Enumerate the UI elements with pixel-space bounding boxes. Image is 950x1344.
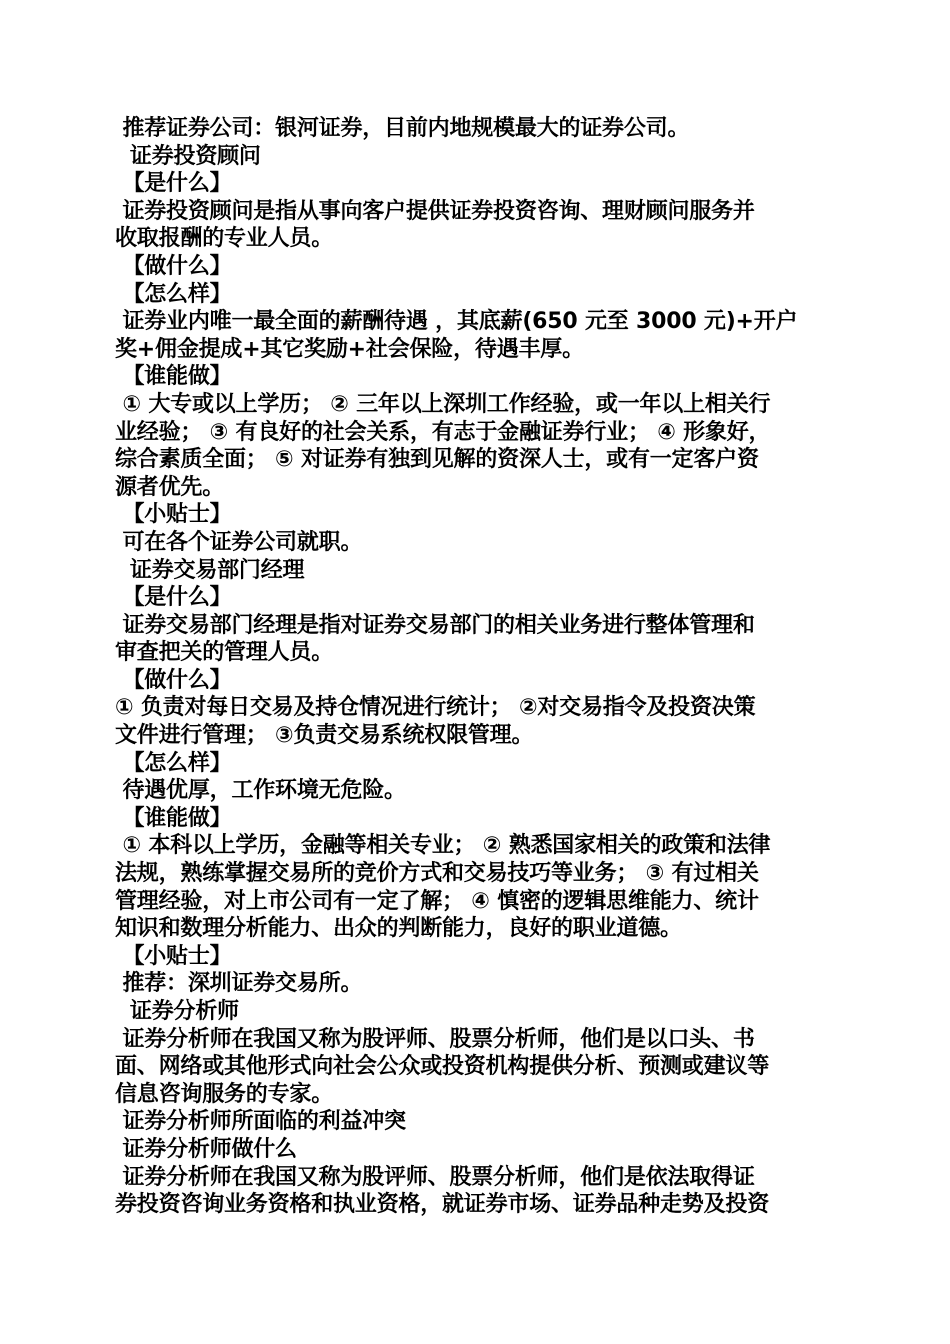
text-line: 文件进行管理； ③负责交易系统权限管理。 — [115, 723, 534, 749]
text-line: 证券分析师所面临的利益冲突 — [115, 1109, 406, 1135]
text-line: 奖+佣金提成+其它奖励+社会保险，待遇丰厚。 — [115, 336, 584, 362]
subsection-label: 【怎么样】 — [115, 281, 232, 307]
section-heading: 证券交易部门经理 — [115, 557, 305, 583]
text-line: 面、网络或其他形式向社会公众或投资机构提供分析、预测或建议等 — [115, 1054, 770, 1080]
subsection-label: 【做什么】 — [115, 253, 232, 279]
text-line: 推荐：深圳证券交易所。 — [115, 971, 363, 997]
text-line: 收取报酬的专业人员。 — [115, 226, 334, 252]
text-line: 推荐证券公司：银河证券，目前内地规模最大的证券公司。 — [115, 116, 690, 141]
text-line: 源者优先。 — [115, 474, 225, 500]
text-line: 证券交易部门经理是指对证券交易部门的相关业务进行整体管理和 — [115, 612, 755, 638]
subsection-label: 【是什么】 — [115, 585, 232, 611]
text-line: 法规，熟练掌握交易所的竞价方式和交易技巧等业务； ③ 有过相关 — [115, 861, 759, 887]
text-line: 综合素质全面； ⑤ 对证券有独到见解的资深人士，或有一定客户资 — [115, 447, 759, 473]
text-line: 知识和数理分析能力、出众的判断能力，良好的职业道德。 — [115, 916, 682, 942]
text-line: 信息咨询服务的专家。 — [115, 1081, 334, 1107]
text-line: ① 大专或以上学历； ② 三年以上深圳工作经验，或一年以上相关行 — [115, 391, 771, 417]
text-line: 证券分析师做什么 — [115, 1136, 297, 1162]
subsection-label: 【做什么】 — [115, 667, 232, 693]
subsection-label: 【是什么】 — [115, 171, 232, 197]
text-line: ① 本科以上学历，金融等相关专业； ② 熟悉国家相关的政策和法律 — [115, 833, 771, 859]
text-line: 管理经验，对上市公司有一定了解； ④ 慎密的逻辑思维能力、统计 — [115, 888, 759, 914]
text-line: 证券分析师在我国又称为股评师、股票分析师，他们是以口头、书 — [115, 1026, 755, 1052]
subsection-label: 【谁能做】 — [115, 364, 232, 390]
subsection-label: 【谁能做】 — [115, 805, 232, 831]
subsection-label: 【怎么样】 — [115, 750, 232, 776]
text-line: 证券投资顾问是指从事向客户提供证券投资咨询、理财顾问服务并 — [115, 198, 755, 224]
section-heading: 证券投资顾问 — [115, 143, 261, 169]
text-line: 可在各个证券公司就职。 — [115, 529, 363, 555]
text-line: 证券业内唯一最全面的薪酬待遇 ，其底薪(650 元至 3000 元)+开户 — [115, 309, 798, 335]
subsection-label: 【小贴士】 — [115, 943, 232, 969]
section-heading: 证券分析师 — [115, 999, 239, 1024]
text-line: 证券分析师在我国又称为股评师、股票分析师，他们是依法取得证 — [115, 1164, 755, 1190]
document-body — [115, 115, 837, 1219]
text-line: 待遇优厚，工作环境无危险。 — [115, 778, 406, 804]
text-line: 券投资咨询业务资格和执业资格，就证券市场、证券品种走势及投资 — [115, 1192, 770, 1218]
text-line: 审查把关的管理人员。 — [115, 640, 334, 666]
subsection-label: 【小贴士】 — [115, 502, 232, 528]
text-line: ① 负责对每日交易及持仓情况进行统计； ②对交易指令及投资决策 — [115, 695, 756, 721]
text-line: 业经验； ③ 有良好的社会关系，有志于金融证券行业； ④ 形象好， — [115, 419, 771, 445]
